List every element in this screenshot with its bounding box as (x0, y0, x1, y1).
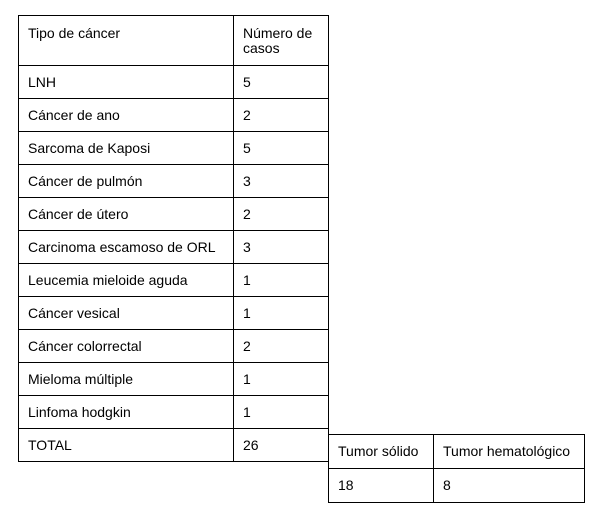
table-row (19, 330, 329, 363)
header-cancer-type: Tipo de cáncer (19, 16, 234, 66)
table-row (19, 198, 329, 231)
case-count-cell: 3 (234, 231, 329, 264)
case-count-cell: 2 (234, 330, 329, 363)
table-row (19, 99, 329, 132)
total-value-cell: 26 (234, 429, 329, 462)
cancer-type-cell: Cáncer colorrectal (19, 330, 234, 363)
summary-header-row (329, 435, 585, 469)
cancer-type-cell: Leucemia mieloide aguda (19, 264, 234, 297)
cancer-type-cell: Linfoma hodgkin (19, 396, 234, 429)
case-count-cell: 1 (234, 363, 329, 396)
case-count-cell: 1 (234, 396, 329, 429)
header-hematologic-tumor: Tumor hematológico (434, 435, 585, 469)
cancer-type-cell: LNH (19, 66, 234, 99)
header-solid-tumor: Tumor sólido (329, 435, 434, 469)
case-count-cell: 5 (234, 66, 329, 99)
case-count-cell: 1 (234, 264, 329, 297)
table-row (19, 264, 329, 297)
total-label-cell: TOTAL (19, 429, 234, 462)
table-row (19, 132, 329, 165)
table-header-row (19, 16, 329, 66)
tumor-summary-table (328, 434, 585, 503)
cancer-type-cell: Mieloma múltiple (19, 363, 234, 396)
summary-value-row (329, 469, 585, 503)
total-row (19, 429, 329, 462)
header-case-count: Número de casos (234, 16, 329, 66)
case-count-cell: 3 (234, 165, 329, 198)
table-row (19, 363, 329, 396)
table-row (19, 165, 329, 198)
cancer-type-cell: Cáncer vesical (19, 297, 234, 330)
solid-tumor-value: 18 (329, 469, 434, 503)
cancer-type-cell: Cáncer de ano (19, 99, 234, 132)
case-count-cell: 2 (234, 99, 329, 132)
hematologic-tumor-value: 8 (434, 469, 585, 503)
table-row (19, 297, 329, 330)
cancer-type-cell: Carcinoma escamoso de ORL (19, 231, 234, 264)
table-row (19, 231, 329, 264)
cancer-type-cell: Cáncer de útero (19, 198, 234, 231)
cancer-type-cell: Sarcoma de Kaposi (19, 132, 234, 165)
table-row (19, 66, 329, 99)
case-count-cell: 1 (234, 297, 329, 330)
table-row (19, 396, 329, 429)
case-count-cell: 5 (234, 132, 329, 165)
cancer-cases-table (18, 15, 329, 462)
cancer-type-cell: Cáncer de pulmón (19, 165, 234, 198)
case-count-cell: 2 (234, 198, 329, 231)
